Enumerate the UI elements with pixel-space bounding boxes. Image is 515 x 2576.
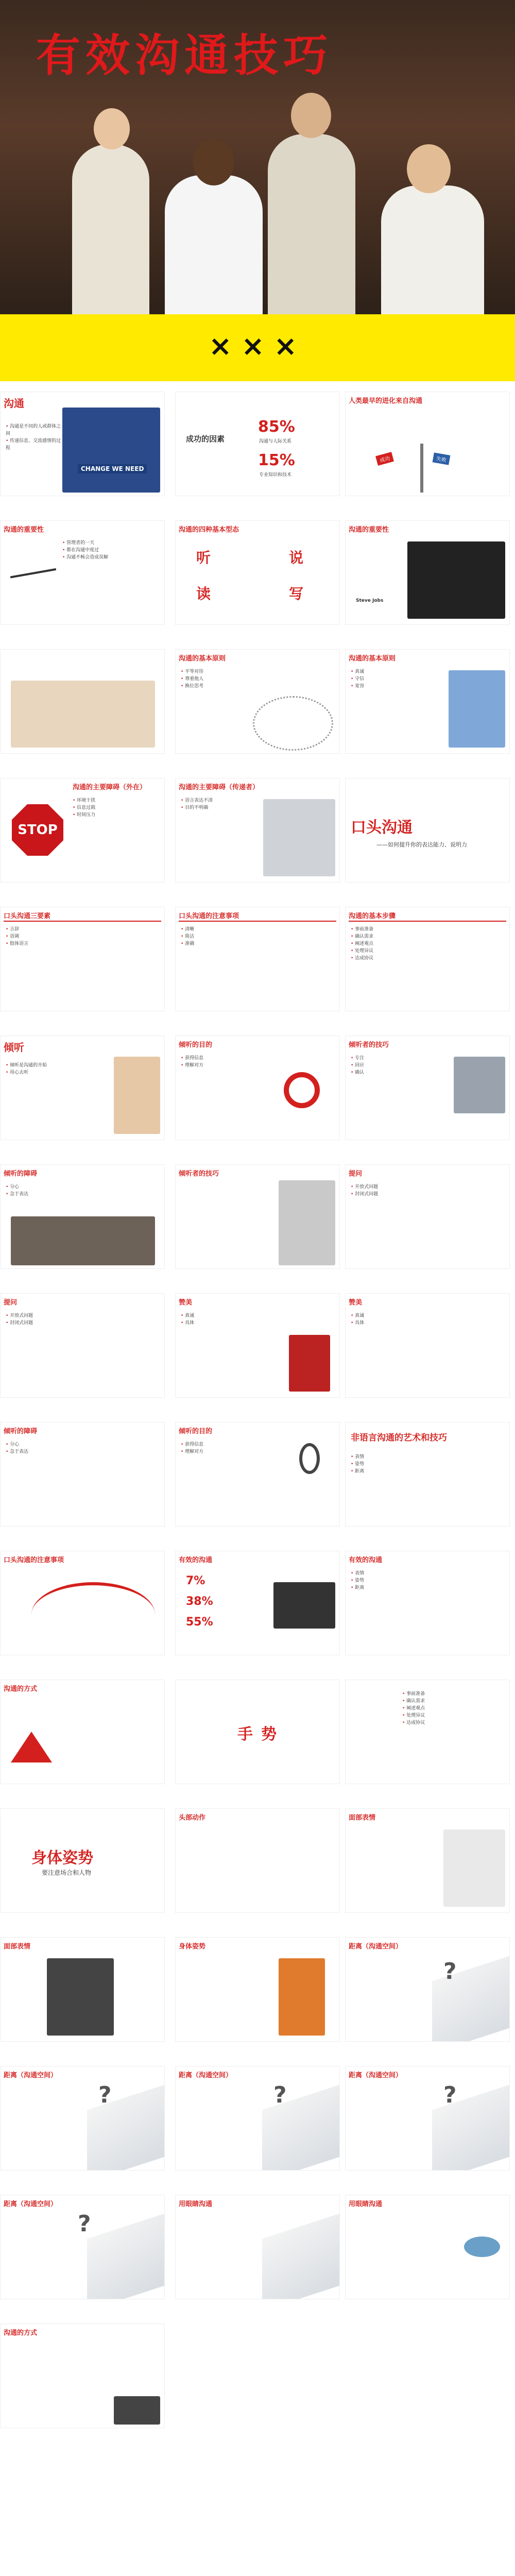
- slide-38[interactable]: [175, 1937, 340, 2042]
- bullet: • 获得信息: [181, 1055, 334, 1062]
- bullet: • 处理异议: [402, 1712, 504, 1719]
- bullet: • 真诚: [351, 668, 504, 675]
- slide-title: 用眼睛沟通: [349, 2200, 383, 2208]
- slide-title: 口头沟通的注意事项: [4, 1556, 64, 1564]
- bullet: • 目的不明确: [181, 804, 334, 811]
- bullet: • 姿势: [351, 1577, 504, 1584]
- cover-slide: [0, 0, 515, 381]
- phone-man-photo: [449, 670, 505, 748]
- item-write: 写: [289, 585, 304, 602]
- slide-title: 面部表情: [4, 1943, 31, 1951]
- slide-12[interactable]: [345, 778, 510, 883]
- bullet: • 姿势: [351, 1461, 504, 1468]
- cover-title: 有效沟通技巧: [36, 30, 333, 81]
- face: [193, 139, 234, 185]
- item-speak: 说: [289, 549, 304, 566]
- stat-7: 7%: [186, 1574, 205, 1587]
- slide-title: 沟通的基本原则: [349, 655, 396, 663]
- people-photo: [11, 1216, 155, 1265]
- figures-circle: [253, 696, 333, 751]
- slide-35[interactable]: [175, 1808, 340, 1913]
- slide-37[interactable]: [0, 1937, 165, 2042]
- person: [165, 175, 263, 314]
- slide-17[interactable]: [175, 1036, 340, 1140]
- slide-1[interactable]: [0, 392, 165, 496]
- person: [268, 134, 355, 314]
- sitting-man-photo: [443, 1829, 505, 1907]
- stat-label: 专业知识和技术: [259, 472, 292, 478]
- bullet: • 真诚: [181, 1312, 334, 1319]
- stat-label: 沟通与人际关系: [259, 439, 292, 444]
- slide-title: 沟通的基本原则: [179, 655, 226, 663]
- slide-5[interactable]: [175, 520, 340, 625]
- slide-subtitle: 要注意场合和人物: [42, 1869, 92, 1876]
- bullet: • 分心: [6, 1441, 159, 1448]
- slide-25[interactable]: [0, 1422, 165, 1527]
- slide-title: 沟通的主要障碍（传递者）: [179, 784, 260, 791]
- bullet: • 信息过载: [73, 804, 159, 811]
- slide-14[interactable]: [175, 907, 340, 1011]
- presenter-name: ×××: [209, 330, 306, 362]
- slide-39[interactable]: [345, 1937, 510, 2042]
- slide-26[interactable]: [175, 1422, 340, 1527]
- bullet: • 距离: [351, 1468, 504, 1475]
- slide-title: 距离（沟通空间）: [4, 2072, 58, 2079]
- slide-bullets: [351, 1312, 504, 1327]
- slide-title: 沟通: [4, 397, 24, 410]
- bullet: • 分心: [6, 1183, 159, 1191]
- bullet: • 时间压力: [73, 811, 159, 819]
- speaker-photo: [273, 1582, 335, 1629]
- slide-title: 提问: [349, 1170, 363, 1178]
- slide-28[interactable]: [0, 1551, 165, 1655]
- bullet: • 沟通是不同的人或群体之间: [6, 423, 62, 437]
- slide-18[interactable]: [345, 1036, 510, 1140]
- ruler-graphic: [87, 2214, 164, 2299]
- slide-bullets: [62, 539, 159, 561]
- bullet: • 简洁: [181, 933, 334, 940]
- slide-42[interactable]: [345, 2066, 510, 2171]
- slide-36[interactable]: [345, 1808, 510, 1913]
- slide-16[interactable]: [0, 1036, 165, 1140]
- bullet: • 表情: [351, 1453, 504, 1461]
- slide-title: 口头沟通的注意事项: [179, 912, 239, 920]
- slide-bullets: [6, 1312, 159, 1327]
- slide-32[interactable]: [175, 1680, 340, 1784]
- slide-30[interactable]: [345, 1551, 510, 1655]
- photo-caption: Steve Jobs: [356, 598, 384, 603]
- slide-3[interactable]: [345, 392, 510, 496]
- bullet: • 阐述观点: [402, 1705, 504, 1712]
- slide-title: 用眼睛沟通: [179, 2200, 213, 2208]
- slide-title: 身体姿势: [31, 1849, 93, 1867]
- bullet: • 语调: [6, 933, 159, 940]
- slide-bullets: [402, 1690, 504, 1726]
- face: [291, 93, 331, 138]
- slide-title: 倾听的目的: [179, 1428, 213, 1435]
- bullet: • 准确: [181, 940, 334, 947]
- change-sign: CHANGE WE NEED: [78, 464, 147, 473]
- slide-bullets: [351, 1453, 504, 1475]
- bullet: • 真诚: [351, 1312, 504, 1319]
- slide-11[interactable]: [175, 778, 340, 883]
- bullet: • 处理异议: [351, 947, 504, 955]
- slide-10[interactable]: [0, 778, 165, 883]
- face: [94, 108, 130, 149]
- bullet: • 具体: [351, 1319, 504, 1327]
- slide-bullets: [6, 926, 159, 947]
- slide-31[interactable]: [0, 1680, 165, 1784]
- slide-title: 头部动作: [179, 1814, 206, 1822]
- question-icon: ?: [443, 1958, 457, 1985]
- bullet: • 开放式问题: [351, 1183, 504, 1191]
- slide-22[interactable]: [0, 1293, 165, 1398]
- slide-title: 沟通的重要性: [349, 526, 389, 534]
- slide-title: 有效的沟通: [349, 1556, 383, 1564]
- slide-bullets: [351, 1570, 504, 1591]
- bullet: • 封闭式问题: [6, 1319, 159, 1327]
- question-icon: ?: [273, 2082, 287, 2108]
- bullet: • 距离: [351, 1584, 504, 1591]
- person: [381, 185, 484, 314]
- expression-photo: [47, 1958, 114, 2036]
- baby-photo: [11, 681, 155, 748]
- target-icon: [284, 1072, 320, 1108]
- slide-bullets: [6, 1183, 159, 1198]
- bullet: • 肢体语言: [6, 940, 159, 947]
- slide-20[interactable]: [175, 1164, 340, 1269]
- signpost: [420, 444, 423, 493]
- bullet: • 理解对方: [181, 1062, 334, 1069]
- slide-2[interactable]: [175, 392, 340, 496]
- bullet: • 阐述观点: [351, 940, 504, 947]
- stat-55: 55%: [186, 1616, 213, 1629]
- slide-title: 沟通的方式: [4, 1685, 38, 1693]
- key-icon: [299, 1443, 320, 1474]
- slide-title: 距离（沟通空间）: [349, 2072, 403, 2079]
- slide-title: 身体姿势: [179, 1943, 206, 1951]
- slide-title: 提问: [4, 1299, 18, 1307]
- bullet: • 达成协议: [351, 955, 504, 962]
- stop-text: STOP: [18, 822, 58, 838]
- business-people-photo: [0, 72, 515, 314]
- slide-title: 有效的沟通: [179, 1556, 213, 1564]
- slide-27[interactable]: [345, 1422, 510, 1527]
- bullet: • 专注: [351, 1055, 504, 1062]
- slide-title: 赞美: [179, 1299, 193, 1307]
- slide-title: 沟通的基本步骤: [349, 912, 396, 920]
- bullet: • 语言表达不清: [181, 797, 334, 804]
- slide-title: 倾听者的技巧: [179, 1170, 219, 1178]
- eye-icon: [464, 2236, 500, 2257]
- bullet: • 换位思考: [181, 683, 334, 690]
- bullet: • 急于表达: [6, 1191, 159, 1198]
- slide-19[interactable]: [0, 1164, 165, 1269]
- slide-45[interactable]: [345, 2195, 510, 2299]
- slide-title: 人类最早的进化来自沟通: [349, 397, 423, 405]
- slide-title: 倾听的障碍: [4, 1170, 38, 1178]
- office-photo: [263, 799, 335, 876]
- slide-43[interactable]: [0, 2195, 165, 2299]
- bullet: • 确认需求: [402, 1698, 504, 1705]
- people-photo: [114, 2396, 160, 2425]
- slide-title: 沟通的主要障碍（外在）: [73, 784, 147, 791]
- bullet: • 传递信息、交流感情的过程: [6, 437, 62, 452]
- slide-bullets: [181, 926, 334, 947]
- slide-title: 口头沟通三要素: [4, 912, 51, 920]
- slide-bullets: [6, 423, 62, 452]
- stat-15: 15%: [258, 451, 295, 469]
- slide-21[interactable]: [345, 1164, 510, 1269]
- arc-arrow-icon: [31, 1582, 155, 1647]
- slide-24[interactable]: [345, 1293, 510, 1398]
- bullet: • 急于表达: [6, 1448, 159, 1455]
- bullet: • 具体: [181, 1319, 334, 1327]
- slide-23[interactable]: [175, 1293, 340, 1398]
- slide-13[interactable]: [0, 907, 165, 1011]
- seesaw-icon: [7, 548, 56, 579]
- slide-title: 沟通的四种基本型态: [179, 526, 239, 534]
- slide-41[interactable]: [175, 2066, 340, 2171]
- slide-9[interactable]: [345, 649, 510, 754]
- sign-success: 成功: [375, 452, 394, 466]
- slide-title: 沟通的方式: [4, 2329, 38, 2337]
- slide-46[interactable]: [0, 2324, 165, 2428]
- slide-title: 距离（沟通空间）: [349, 1943, 403, 1951]
- bullet: • 事前准备: [402, 1690, 504, 1698]
- slide-bullets: [181, 1312, 334, 1327]
- slide-title: 距离（沟通空间）: [179, 2072, 233, 2079]
- bullet: • 理解对方: [181, 1448, 334, 1455]
- bullet: • 平等对待: [181, 668, 334, 675]
- bullet: • 表情: [351, 1570, 504, 1577]
- slide-title: 成功的因素: [186, 434, 225, 444]
- question-icon: ?: [78, 2211, 91, 2237]
- slide-title: 口头沟通: [351, 819, 413, 837]
- slide-8[interactable]: [175, 649, 340, 754]
- bullet: • 守信: [351, 675, 504, 683]
- question-icon: ?: [98, 2082, 112, 2108]
- slide-bullets: [73, 797, 159, 819]
- bullet: • 尊重他人: [181, 675, 334, 683]
- portrait-photo: [454, 1057, 505, 1113]
- bullet: • 言辞: [6, 926, 159, 933]
- slide-title: 倾听: [4, 1041, 24, 1054]
- stat-85: 85%: [258, 418, 295, 436]
- bullet: • 沟通不畅会造成误解: [62, 554, 159, 561]
- keynote-photo: [407, 541, 505, 619]
- slide-7[interactable]: [0, 649, 165, 754]
- face: [407, 144, 451, 193]
- slide-40[interactable]: [0, 2066, 165, 2171]
- slide-34[interactable]: [0, 1808, 165, 1913]
- slide-44[interactable]: [175, 2195, 340, 2299]
- slide-title: 手势: [237, 1725, 285, 1743]
- slide-title: 倾听的目的: [179, 1041, 213, 1049]
- slide-29[interactable]: [175, 1551, 340, 1655]
- bullet: • 倾听是沟通的开始: [6, 1062, 159, 1069]
- slide-title: 面部表情: [349, 1814, 376, 1822]
- face-photo: [279, 1180, 335, 1265]
- bullet: • 回应: [351, 1062, 504, 1069]
- bullet: • 开放式问题: [6, 1312, 159, 1319]
- slide-bullets: [181, 668, 334, 690]
- sign-failure: 失败: [433, 452, 451, 465]
- bullet: • 获得信息: [181, 1441, 334, 1448]
- item-read: 读: [196, 585, 211, 602]
- slide-title: 倾听者的技巧: [349, 1041, 389, 1049]
- stat-38: 38%: [186, 1595, 213, 1608]
- figure-icon: [279, 1958, 325, 2036]
- person: [72, 144, 149, 314]
- ruler-graphic: [262, 2214, 339, 2299]
- slide-title: 赞美: [349, 1299, 363, 1307]
- slide-bullets: [6, 1441, 159, 1455]
- bullet: • 用心去听: [6, 1069, 159, 1076]
- slide-bullets: [351, 926, 504, 962]
- bullet: • 管理者的一天: [62, 539, 159, 547]
- slide-title: 距离（沟通空间）: [4, 2200, 58, 2208]
- slide-4[interactable]: [0, 520, 165, 625]
- slide-title: 倾听的障碍: [4, 1428, 38, 1435]
- arrow-up-icon: [11, 1732, 52, 1762]
- bullet: • 确认需求: [351, 933, 504, 940]
- bullet: • 达成协议: [402, 1719, 504, 1726]
- slide-title: 非语言沟通的艺术和技巧: [351, 1433, 447, 1443]
- slide-bullets: [351, 1183, 504, 1198]
- title-rule: [349, 921, 506, 922]
- slide-bullets: [181, 1055, 334, 1069]
- lips-photo: [289, 1335, 330, 1392]
- bullet: • 环境干扰: [73, 797, 159, 804]
- bullet: • 确认: [351, 1069, 504, 1076]
- slide-subtitle: ——如何提升你的表达能力、说明力: [376, 841, 467, 848]
- item-listen: 听: [196, 549, 211, 566]
- ear-photo: [114, 1057, 160, 1134]
- bullet: • 宽容: [351, 683, 504, 690]
- title-rule: [4, 921, 161, 922]
- slide-title: 沟通的重要性: [4, 526, 44, 534]
- slide-33[interactable]: [345, 1680, 510, 1784]
- title-rule: [179, 921, 336, 922]
- bullet: • 封闭式问题: [351, 1191, 504, 1198]
- slide-6[interactable]: [345, 520, 510, 625]
- bullet: • 清晰: [181, 926, 334, 933]
- slide-15[interactable]: [345, 907, 510, 1011]
- bullet: • 事前准备: [351, 926, 504, 933]
- bullet: • 都在沟通中度过: [62, 547, 159, 554]
- question-icon: ?: [443, 2082, 457, 2108]
- speech-photo: [62, 408, 160, 493]
